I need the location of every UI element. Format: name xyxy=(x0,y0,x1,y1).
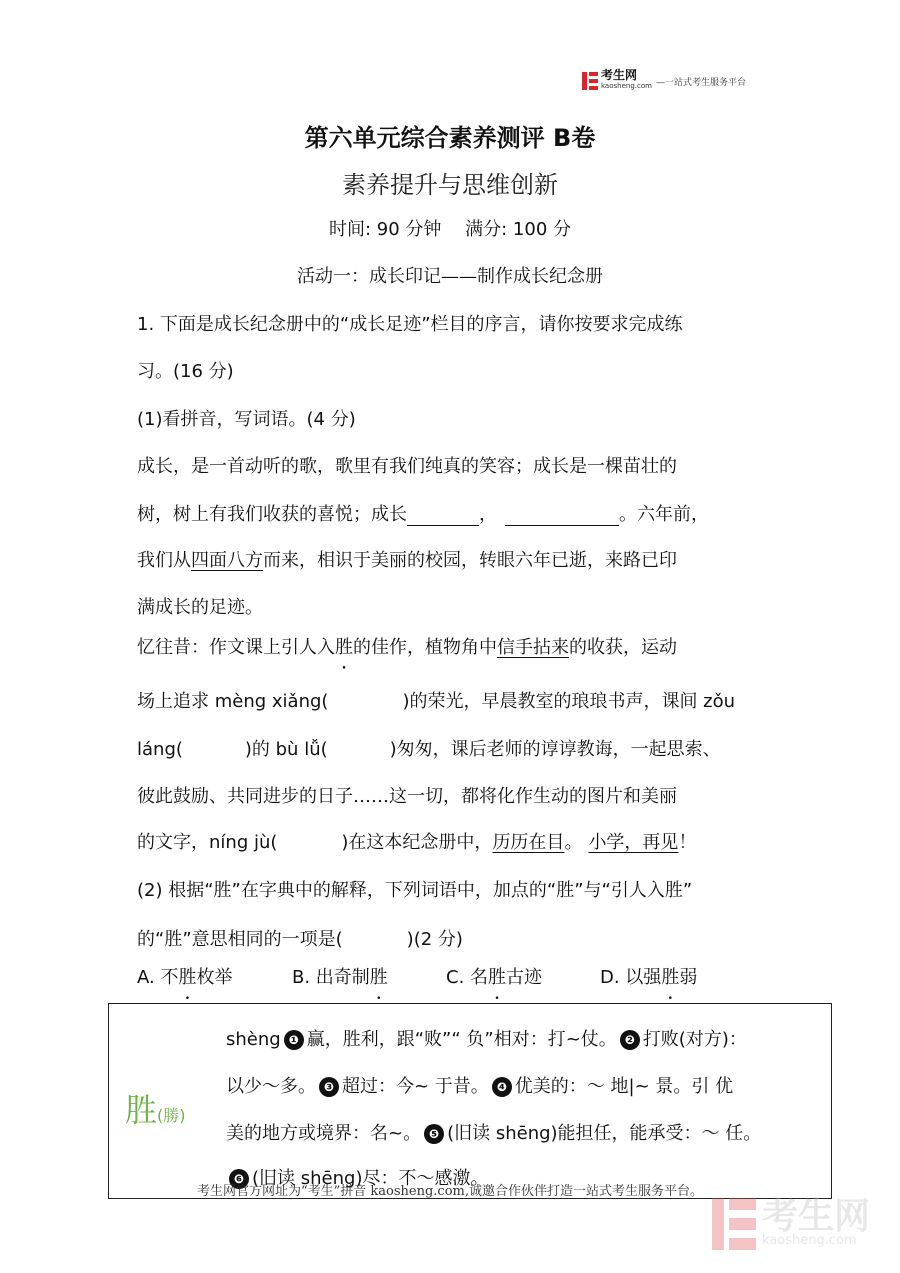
underlined-phrase: 四面八方 xyxy=(191,550,263,571)
watermark-brand: 考生网 kaosheng.com xyxy=(762,1196,871,1248)
watermark xyxy=(712,1198,870,1250)
passage-line-6: 场上追求 mèng xiǎng( )的荣光，早晨教室的琅琅书声，课间 zǒu xyxy=(137,691,736,712)
passage-line-8: 彼此鼓励、共同进步的日子……这一切，都将化作生动的图片和美丽 xyxy=(137,786,677,807)
passage-line-5: 忆往昔：作文课上引人入胜的佳作，植物角中信手拈来的收获，运动 xyxy=(137,637,677,658)
passage-line-3: 我们从四面八方而来，相识于美丽的校园，转眼六年已逝，来路已印 xyxy=(137,550,677,571)
dictionary-headword: 胜(勝) xyxy=(125,1091,186,1129)
option-c[interactable]: C. 名胜古迹 xyxy=(446,967,543,988)
brand-slogan: —一站式考生服务平台 xyxy=(655,77,746,88)
activity-heading: 活动一：成长印记——制作成长纪念册 xyxy=(297,266,603,287)
watermark-logo-icon xyxy=(712,1198,756,1250)
dict-line-4: ❻ (旧读 shēng)尽：不～感激。 xyxy=(226,1164,488,1190)
page-title: 第六单元综合素养测评 B卷 xyxy=(304,124,596,152)
brand-logo-icon xyxy=(582,72,598,90)
underlined-phrase: 信手拈来 xyxy=(497,637,569,658)
dotted-char: 胜 xyxy=(335,637,353,658)
passage-line-2: 树，树上有我们收获的喜悦；成长 ， 。六年前， xyxy=(137,504,709,525)
underlined-phrase: 历历在目 xyxy=(492,832,565,853)
sense-5-icon: ❺ xyxy=(424,1124,444,1144)
exam-meta: 时间: 90 分钟 满分: 100 分 xyxy=(329,219,571,240)
option-b[interactable]: B. 出奇制胜 xyxy=(292,967,388,988)
passage-line-7: láng( )的 bù lǚ( )匆匆，课后老师的谆谆教诲，一起思索、 xyxy=(137,739,721,760)
answer-blank-2[interactable] xyxy=(505,507,619,526)
answer-blank-1[interactable] xyxy=(407,507,479,526)
option-a[interactable]: A. 不胜枚举 xyxy=(137,967,233,988)
dict-line-2: 以少～多。 ❸ 超过：今~ 于昔。 ❹ 优美的：～ 地|~ 景。引 优 xyxy=(226,1076,734,1097)
underlined-phrase: 小学，再见 xyxy=(588,832,679,853)
passage-line-1: 成长，是一首动听的歌，歌里有我们纯真的笑容；成长是一棵苗壮的 xyxy=(137,456,677,477)
q1-sub1: (1)看拼音，写词语。(4 分) xyxy=(137,409,356,430)
sense-3-icon: ❸ xyxy=(319,1077,339,1097)
q1-sub2-line1: (2) 根据“胜”在字典中的解释，下列词语中，加点的“胜”与“引人入胜” xyxy=(137,880,693,901)
sense-1-icon: ❶ xyxy=(284,1030,304,1050)
sense-4-icon: ❹ xyxy=(492,1077,512,1097)
dict-line-1: shèng ❶ 赢，胜利，跟“败”“ 负”相对：打~仗。 ❷ 打败(对方)： xyxy=(226,1029,747,1050)
dict-line-3: 美的地方或境界：名~。 ❺ (旧读 shēng)能担任，能承受：～ 任。 xyxy=(226,1123,762,1144)
q1-stem-line1: 1. 下面是成长纪念册中的“成长足迹”栏目的序言，请你按要求完成练 xyxy=(137,314,683,335)
passage-line-4: 满成长的足迹。 xyxy=(137,597,263,618)
footer-text: 考生网官方网址为“考生”拼音 kaosheng.com,诚邀合作伙伴打造一站式考生服务平台。 xyxy=(196,1184,703,1199)
sense-6-icon: ❻ xyxy=(229,1169,249,1189)
brand-name: 考生网 kaosheng.com xyxy=(601,68,652,90)
q1-stem-line2: 习。(16 分) xyxy=(137,361,234,382)
q1-sub2-line2: 的“胜”意思相同的一项是( )(2 分) xyxy=(137,929,463,950)
passage-line-9: 的文字，níng jù( )在这本纪念册中，历历在目。 小学，再见！ xyxy=(137,832,697,853)
option-d[interactable]: D. 以强胜弱 xyxy=(600,967,698,988)
sense-2-icon: ❷ xyxy=(620,1030,640,1050)
page-subtitle: 素养提升与思维创新 xyxy=(342,171,558,199)
header-logo xyxy=(582,70,746,92)
